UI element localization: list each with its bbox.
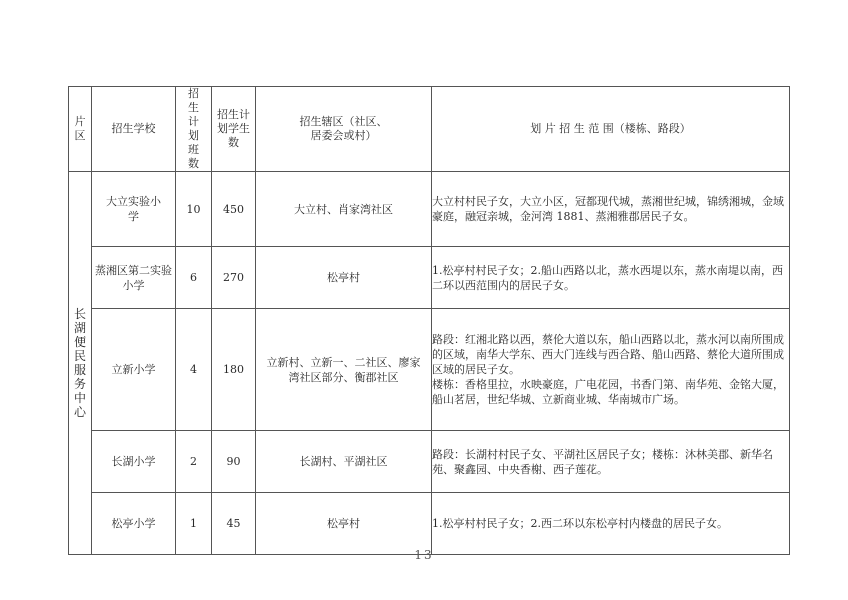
table-row [69, 309, 790, 431]
school-name: 长湖小学 [92, 431, 176, 493]
class-count: 1 [176, 493, 212, 555]
community-name: 立新村、立新一、二社区、廖家湾社区部分、衡郡社区 [256, 309, 432, 431]
community-name: 大立村、肖家湾社区 [256, 172, 432, 247]
scope-text: 1.松亭村村民子女；2.西二环以东松亭村内楼盘的居民子女。 [432, 493, 790, 555]
community-name: 长湖村、平湖社区 [256, 431, 432, 493]
enrollment-table [68, 86, 790, 555]
header-students: 招生计划学生数 [212, 87, 256, 172]
school-name: 松亭小学 [92, 493, 176, 555]
header-school: 招生学校 [92, 87, 176, 172]
header-district: 片区 [69, 87, 92, 172]
student-count: 270 [212, 247, 256, 309]
student-count: 180 [212, 309, 256, 431]
class-count: 4 [176, 309, 212, 431]
table-row [69, 431, 790, 493]
header-classes: 招生计划班数 [176, 87, 212, 172]
class-count: 2 [176, 431, 212, 493]
student-count: 90 [212, 431, 256, 493]
scope-text: 路段：长湖村村民子女、平湖社区居民子女；楼栋：沐林美郡、新华名苑、聚鑫园、中央香榭、西子莲花。 [432, 431, 790, 493]
school-name: 大立实验小学 [92, 172, 176, 247]
scope-text: 大立村村民子女，大立小区，冠都现代城，蒸湘世纪城，锦绣湘城，金域豪庭，融冠亲城，金河湾 1881、蒸湘雅郡居民子女。 [432, 172, 790, 247]
table-row [69, 172, 790, 247]
school-name: 立新小学 [92, 309, 176, 431]
class-count: 6 [176, 247, 212, 309]
school-name: 蒸湘区第二实验小学 [92, 247, 176, 309]
header-row [69, 87, 790, 172]
community-name: 松亭村 [256, 247, 432, 309]
scope-text: 路段：红湘北路以西，蔡伦大道以东，船山西路以北，蒸水河以南所围成的区域，南华大学东、西大门连线与西合路、船山西路、蔡伦大道所围成区域的居民子女。 楼栋：香格里拉，水映豪庭，广电花园，书香门第、南华苑、金铭大厦，船山茗居，世纪华城、立新商业城、华南城市广场。 [432, 309, 790, 431]
student-count: 45 [212, 493, 256, 555]
header-community: 招生辖区（社区、居委会或村） [256, 87, 432, 172]
district-cell: 长湖便民服务中心 [69, 172, 92, 555]
table-row [69, 247, 790, 309]
scope-text: 1.松亭村村民子女；2.船山西路以北，蒸水西堤以东，蒸水南堤以南，西二环以西范围内的居民子女。 [432, 247, 790, 309]
header-scope: 划 片 招 生 范 围（楼栋、路段） [432, 87, 790, 172]
class-count: 10 [176, 172, 212, 247]
student-count: 450 [212, 172, 256, 247]
page-number: － 13 － [394, 548, 454, 562]
community-name: 松亭村 [256, 493, 432, 555]
